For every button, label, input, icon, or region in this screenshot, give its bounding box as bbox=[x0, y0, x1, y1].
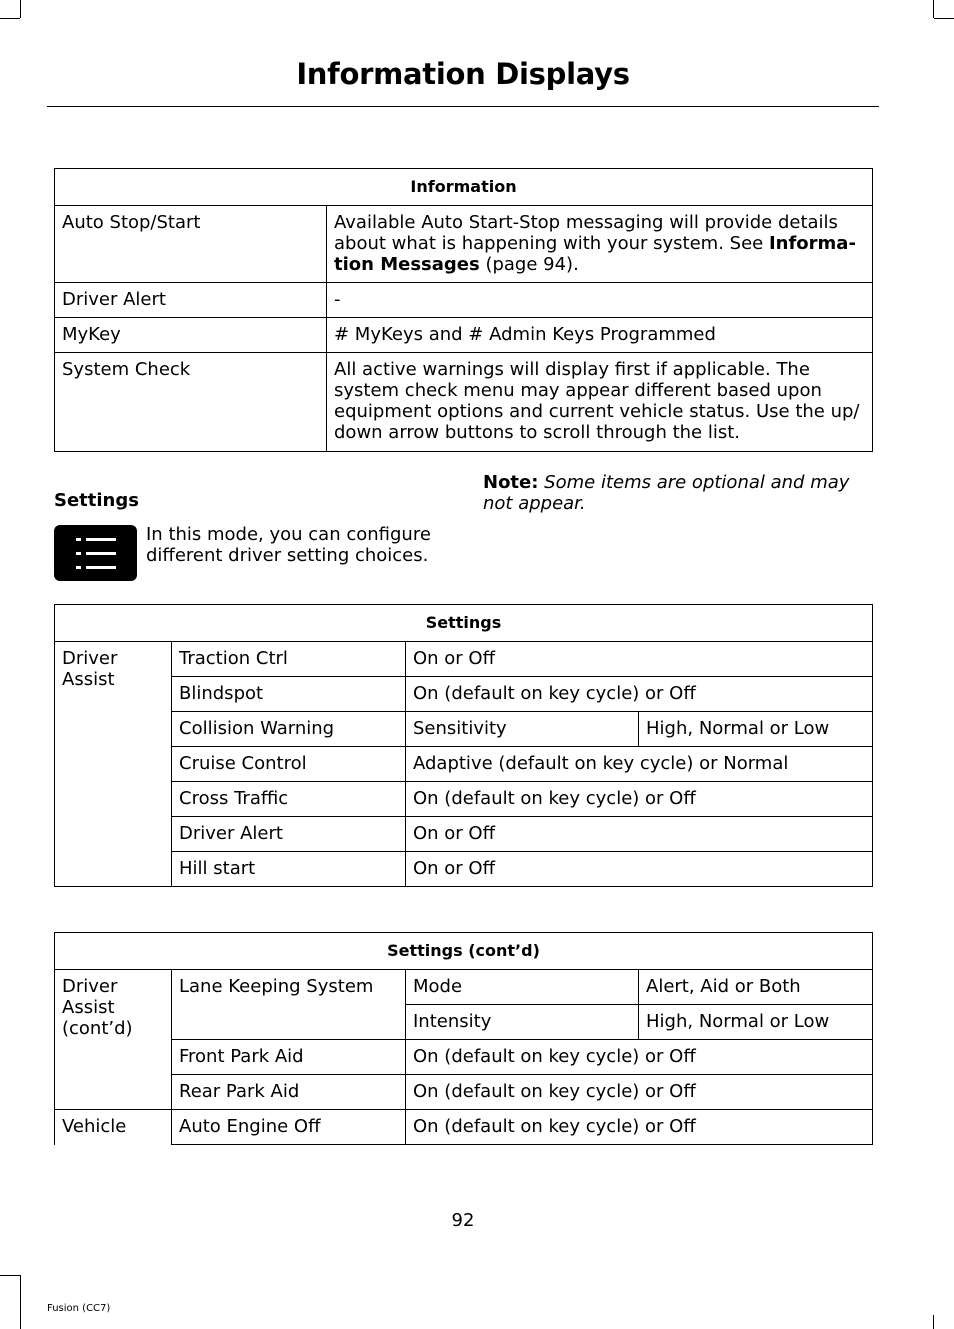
settings-contd-table bbox=[54, 932, 873, 1145]
feature-cell: Driver Alert bbox=[172, 817, 406, 852]
value-cell: On (default on key cycle) or Off bbox=[406, 1110, 873, 1145]
value-cell: High, Normal or Low bbox=[639, 712, 873, 747]
table-row bbox=[55, 677, 873, 712]
settings-heading: Settings bbox=[54, 490, 139, 511]
value-cell: On (default on key cycle) or Off bbox=[406, 782, 873, 817]
feature-cell: Auto Engine Off bbox=[172, 1110, 406, 1145]
item-cell: Driver Alert bbox=[55, 283, 327, 318]
value-cell: On or Off bbox=[406, 852, 873, 887]
feature-cell: Cruise Control bbox=[172, 747, 406, 782]
option-cell: Mode bbox=[406, 970, 639, 1005]
feature-cell: Cross Traffic bbox=[172, 782, 406, 817]
table-row bbox=[55, 318, 873, 353]
table-row bbox=[55, 782, 873, 817]
feature-cell: Collision Warning bbox=[172, 712, 406, 747]
table-row bbox=[55, 283, 873, 318]
item-cell: Auto Stop/Start bbox=[55, 206, 327, 283]
value-cell: On or Off bbox=[406, 642, 873, 677]
group-cell: Driver Assist (cont’d) bbox=[55, 970, 172, 1110]
crop-mark bbox=[20, 0, 21, 18]
option-cell: Intensity bbox=[406, 1005, 639, 1040]
title-divider bbox=[47, 106, 879, 107]
feature-cell: Front Park Aid bbox=[172, 1040, 406, 1075]
table-heading: Settings bbox=[55, 605, 873, 642]
description-cell: # MyKeys and # Admin Keys Programmed bbox=[327, 318, 873, 353]
item-cell: MyKey bbox=[55, 318, 327, 353]
table-row bbox=[55, 817, 873, 852]
note bbox=[483, 472, 873, 514]
feature-cell: Blindspot bbox=[172, 677, 406, 712]
crop-mark bbox=[0, 1275, 20, 1276]
table-row bbox=[55, 970, 873, 1005]
footer-model: Fusion (CC7) bbox=[47, 1303, 111, 1314]
crop-mark bbox=[933, 1315, 934, 1329]
crop-mark bbox=[934, 18, 954, 19]
description-cell bbox=[327, 206, 873, 283]
value-cell: High, Normal or Low bbox=[639, 1005, 873, 1040]
feature-cell: Traction Ctrl bbox=[172, 642, 406, 677]
crop-mark bbox=[20, 1275, 21, 1329]
table-row bbox=[55, 712, 873, 747]
feature-cell: Rear Park Aid bbox=[172, 1075, 406, 1110]
feature-cell: Lane Keeping System bbox=[172, 970, 406, 1040]
value-cell: On or Off bbox=[406, 817, 873, 852]
table-row bbox=[55, 353, 873, 452]
settings-table bbox=[54, 604, 873, 887]
group-cell: Driver Assist bbox=[55, 642, 172, 887]
description-text: Available Auto Start-Stop messaging will provide details about what is happening with your system. See bbox=[334, 212, 838, 254]
note-label: Note: bbox=[483, 472, 539, 493]
item-cell: System Check bbox=[55, 353, 327, 452]
value-cell: On (default on key cycle) or Off bbox=[406, 1075, 873, 1110]
table-row bbox=[55, 1075, 873, 1110]
table-heading: Information bbox=[55, 169, 873, 206]
table-header-row bbox=[55, 169, 873, 206]
cross-reference-link[interactable]: Informa-tion Messages bbox=[334, 233, 856, 275]
description-cell: All active warnings will display first if applicable. The system check menu may appear different based upon equipment options and current vehicle status. Use the up/ down arrow buttons to scroll through the list. bbox=[327, 353, 873, 452]
table-heading: Settings (cont’d) bbox=[55, 933, 873, 970]
table-header-row bbox=[55, 605, 873, 642]
settings-list-icon bbox=[54, 525, 137, 581]
value-cell: Alert, Aid or Both bbox=[639, 970, 873, 1005]
value-cell: On (default on key cycle) or Off bbox=[406, 677, 873, 712]
table-row bbox=[55, 1040, 873, 1075]
table-row bbox=[55, 206, 873, 283]
information-table bbox=[54, 168, 873, 452]
value-cell: Adaptive (default on key cycle) or Normal bbox=[406, 747, 873, 782]
value-cell: On (default on key cycle) or Off bbox=[406, 1040, 873, 1075]
settings-intro: In this mode, you can configure different driver setting choices. bbox=[146, 524, 431, 566]
table-row bbox=[55, 747, 873, 782]
note-text: Some items are optional and may not appear. bbox=[483, 472, 850, 514]
table-header-row bbox=[55, 933, 873, 970]
crop-mark bbox=[933, 0, 934, 18]
table-row bbox=[55, 852, 873, 887]
table-row bbox=[55, 642, 873, 677]
table-row bbox=[55, 1110, 873, 1145]
description-cell: - bbox=[327, 283, 873, 318]
crop-mark bbox=[0, 18, 20, 19]
group-cell: Vehicle bbox=[55, 1110, 172, 1145]
page-title: Information Displays bbox=[296, 57, 630, 91]
page-number: 92 bbox=[451, 1210, 475, 1231]
option-cell: Sensitivity bbox=[406, 712, 639, 747]
feature-cell: Hill start bbox=[172, 852, 406, 887]
description-text: (page 94). bbox=[479, 254, 579, 275]
